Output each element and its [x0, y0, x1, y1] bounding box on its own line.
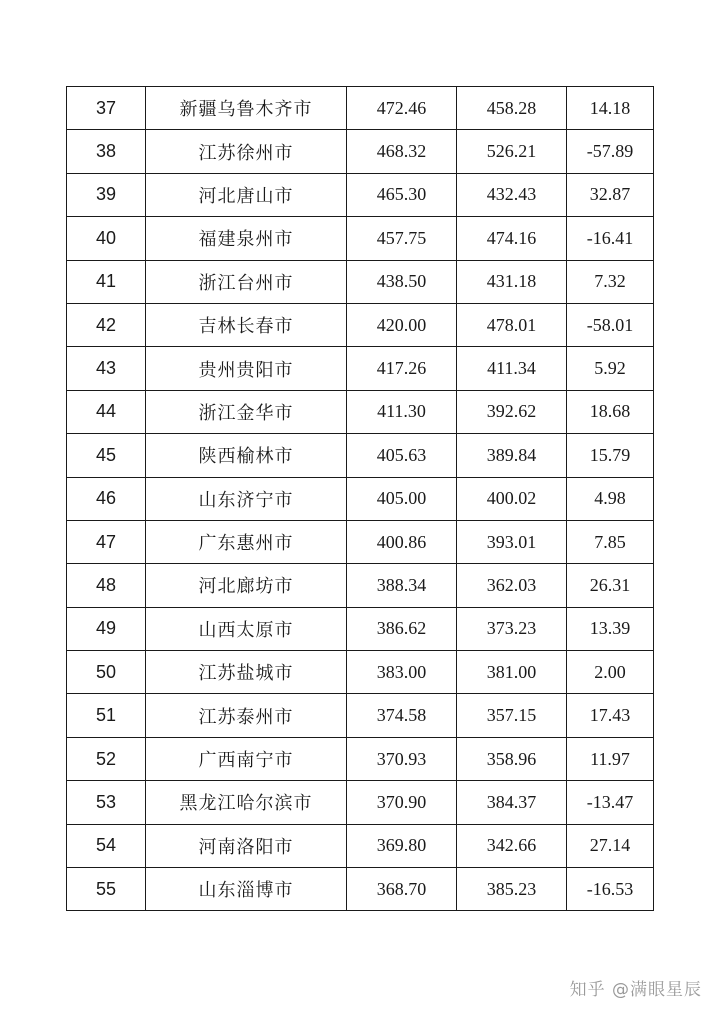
difference-cell: 13.39: [567, 607, 654, 650]
difference-cell: -58.01: [567, 303, 654, 346]
value-1-cell: 383.00: [347, 651, 457, 694]
rank-cell: 51: [67, 694, 146, 737]
table-row: [67, 737, 654, 780]
value-1-cell: 438.50: [347, 260, 457, 303]
difference-cell: 17.43: [567, 694, 654, 737]
table-row: [67, 520, 654, 563]
difference-cell: 32.87: [567, 173, 654, 216]
rank-cell: 45: [67, 434, 146, 477]
table-row: [67, 651, 654, 694]
city-cell: 江苏泰州市: [146, 694, 347, 737]
value-2-cell: 431.18: [457, 260, 567, 303]
city-cell: 贵州贵阳市: [146, 347, 347, 390]
value-2-cell: 385.23: [457, 868, 567, 911]
value-2-cell: 458.28: [457, 87, 567, 130]
rank-cell: 42: [67, 303, 146, 346]
value-2-cell: 392.62: [457, 390, 567, 433]
value-2-cell: 358.96: [457, 737, 567, 780]
table-row: [67, 260, 654, 303]
city-cell: 河北廊坊市: [146, 564, 347, 607]
city-cell: 河南洛阳市: [146, 824, 347, 867]
rank-cell: 52: [67, 737, 146, 780]
value-1-cell: 417.26: [347, 347, 457, 390]
rank-cell: 47: [67, 520, 146, 563]
value-1-cell: 369.80: [347, 824, 457, 867]
city-cell: 河北唐山市: [146, 173, 347, 216]
rank-cell: 54: [67, 824, 146, 867]
rank-cell: 41: [67, 260, 146, 303]
city-data-table: [66, 86, 654, 911]
rank-cell: 53: [67, 781, 146, 824]
city-cell: 陕西榆林市: [146, 434, 347, 477]
table-row: [67, 87, 654, 130]
city-cell: 江苏徐州市: [146, 130, 347, 173]
city-cell: 浙江台州市: [146, 260, 347, 303]
table-row: [67, 347, 654, 390]
difference-cell: 14.18: [567, 87, 654, 130]
value-2-cell: 432.43: [457, 173, 567, 216]
value-2-cell: 478.01: [457, 303, 567, 346]
city-cell: 山东淄博市: [146, 868, 347, 911]
value-2-cell: 357.15: [457, 694, 567, 737]
city-cell: 黑龙江哈尔滨市: [146, 781, 347, 824]
rank-cell: 49: [67, 607, 146, 650]
rank-cell: 37: [67, 87, 146, 130]
difference-cell: 4.98: [567, 477, 654, 520]
difference-cell: 5.92: [567, 347, 654, 390]
city-cell: 福建泉州市: [146, 217, 347, 260]
value-1-cell: 370.93: [347, 737, 457, 780]
value-1-cell: 472.46: [347, 87, 457, 130]
value-2-cell: 381.00: [457, 651, 567, 694]
table-row: [67, 824, 654, 867]
value-2-cell: 362.03: [457, 564, 567, 607]
value-2-cell: 474.16: [457, 217, 567, 260]
table-row: [67, 477, 654, 520]
table-body: [67, 87, 654, 911]
value-2-cell: 373.23: [457, 607, 567, 650]
value-2-cell: 384.37: [457, 781, 567, 824]
difference-cell: 27.14: [567, 824, 654, 867]
table-row: [67, 390, 654, 433]
value-2-cell: 411.34: [457, 347, 567, 390]
value-1-cell: 400.86: [347, 520, 457, 563]
difference-cell: 11.97: [567, 737, 654, 780]
table-row: [67, 607, 654, 650]
difference-cell: 26.31: [567, 564, 654, 607]
table-row: [67, 303, 654, 346]
value-1-cell: 388.34: [347, 564, 457, 607]
value-1-cell: 374.58: [347, 694, 457, 737]
difference-cell: 7.32: [567, 260, 654, 303]
city-cell: 江苏盐城市: [146, 651, 347, 694]
value-1-cell: 368.70: [347, 868, 457, 911]
value-2-cell: 526.21: [457, 130, 567, 173]
difference-cell: -57.89: [567, 130, 654, 173]
value-2-cell: 389.84: [457, 434, 567, 477]
table-row: [67, 434, 654, 477]
city-cell: 新疆乌鲁木齐市: [146, 87, 347, 130]
city-cell: 广东惠州市: [146, 520, 347, 563]
rank-cell: 44: [67, 390, 146, 433]
value-1-cell: 405.63: [347, 434, 457, 477]
table-row: [67, 130, 654, 173]
value-2-cell: 342.66: [457, 824, 567, 867]
value-1-cell: 468.32: [347, 130, 457, 173]
table-row: [67, 173, 654, 216]
table-row: [67, 694, 654, 737]
rank-cell: 40: [67, 217, 146, 260]
city-cell: 吉林长春市: [146, 303, 347, 346]
value-1-cell: 411.30: [347, 390, 457, 433]
value-1-cell: 420.00: [347, 303, 457, 346]
city-cell: 广西南宁市: [146, 737, 347, 780]
rank-cell: 46: [67, 477, 146, 520]
table-row: [67, 781, 654, 824]
value-2-cell: 393.01: [457, 520, 567, 563]
difference-cell: 15.79: [567, 434, 654, 477]
watermark: 知乎 @满眼星辰: [569, 980, 702, 1000]
rank-cell: 55: [67, 868, 146, 911]
value-2-cell: 400.02: [457, 477, 567, 520]
value-1-cell: 457.75: [347, 217, 457, 260]
rank-cell: 43: [67, 347, 146, 390]
value-1-cell: 465.30: [347, 173, 457, 216]
value-1-cell: 386.62: [347, 607, 457, 650]
table-row: [67, 564, 654, 607]
city-cell: 浙江金华市: [146, 390, 347, 433]
city-cell: 山西太原市: [146, 607, 347, 650]
difference-cell: -13.47: [567, 781, 654, 824]
city-cell: 山东济宁市: [146, 477, 347, 520]
value-1-cell: 370.90: [347, 781, 457, 824]
table-row: [67, 868, 654, 911]
difference-cell: 2.00: [567, 651, 654, 694]
rank-cell: 39: [67, 173, 146, 216]
table-row: [67, 217, 654, 260]
difference-cell: -16.41: [567, 217, 654, 260]
rank-cell: 48: [67, 564, 146, 607]
difference-cell: 7.85: [567, 520, 654, 563]
rank-cell: 38: [67, 130, 146, 173]
difference-cell: 18.68: [567, 390, 654, 433]
rank-cell: 50: [67, 651, 146, 694]
difference-cell: -16.53: [567, 868, 654, 911]
value-1-cell: 405.00: [347, 477, 457, 520]
